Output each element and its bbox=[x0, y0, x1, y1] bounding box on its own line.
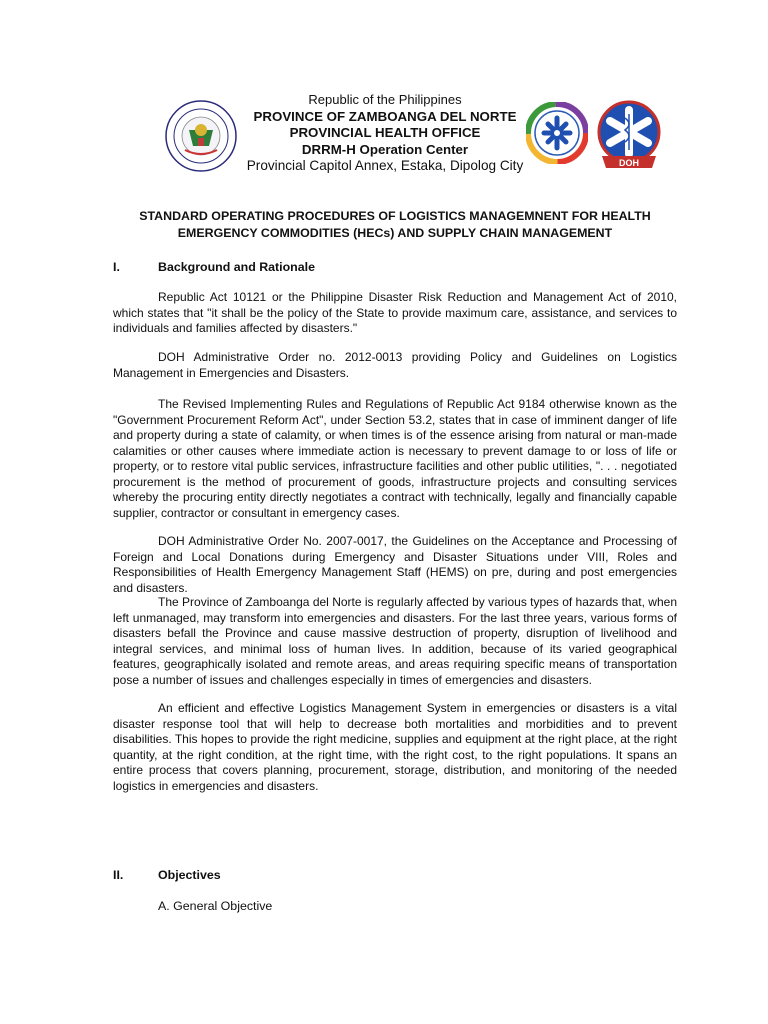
paragraph-2: DOH Administrative Order no. 2012-0013 providing Policy and Guidelines on Logistics Management in Emergencies and Disasters. bbox=[113, 350, 677, 380]
office-address: Provincial Capitol Annex, Estaka, Dipolog City bbox=[246, 158, 524, 173]
emergency-ring-logo bbox=[526, 102, 588, 164]
title-line-2: EMERGENCY COMMODITIES (HECs) AND SUPPLY CHAIN MANAGEMENT bbox=[177, 226, 613, 240]
document-title bbox=[113, 208, 677, 242]
republic-line: Republic of the Philippines bbox=[308, 92, 462, 107]
doh-logo-text: DOH bbox=[619, 158, 639, 168]
section-1-title: Background and Rationale bbox=[158, 260, 315, 274]
section-1-heading bbox=[113, 260, 315, 274]
section-2-number: II. bbox=[113, 868, 124, 882]
province-seal-logo bbox=[165, 100, 237, 172]
letterhead-text bbox=[245, 92, 525, 175]
paragraph-4: DOH Administrative Order No. 2007-0017, the Guidelines on the Acceptance and Processing of Foreign and Local Donations during Emergency and Disaster Situations under VIII, Roles and Responsibilities of Health Emergency Management Staff (HEMS) on pre, during and post emergencies and disasters. bbox=[113, 534, 677, 595]
doh-star-of-life-logo bbox=[594, 100, 664, 172]
office-name: PROVINCIAL HEALTH OFFICE bbox=[289, 125, 481, 140]
paragraph-6: An efficient and effective Logistics Management System in emergencies or disasters is a vital disaster response tool that will help to decrease both mortalities and morbidities and to prevent disabilities. This hopes to provide the right medicine, supplies and equipment at the right place, at the right quantity, at the right condition, at the right time, with the right cost, to the right populations. It spans an entire process that covers planning, procurement, storage, distribution, and monitoring of the needed logistics in emergencies and disasters. bbox=[113, 701, 677, 793]
paragraph-1: Republic Act 10121 or the Philippine Disaster Risk Reduction and Management Act of 2010, which states that "it shall be the policy of the State to provide maximum care, assistance, and services to individuals and families affected by disasters." bbox=[113, 290, 677, 335]
section-2-heading bbox=[113, 868, 221, 882]
province-name: PROVINCE OF ZAMBOANGA DEL NORTE bbox=[253, 108, 517, 124]
section-2-title: Objectives bbox=[158, 868, 221, 882]
paragraph-3: The Revised Implementing Rules and Regulations of Republic Act 9184 otherwise known as the "Government Procurement Reform Act", under Section 53.2, states that in case of imminent danger of life and property during a state of calamity, or when times is of the essence arising from natural or man-made calamities or other causes where immediate action is necessary to prevent damage to or loss of life or property, or to restore vital public services, infrastructure facilities and other public utilities, ". . . negotiated procurement is the method of procurement of goods, infrastructure projects and consulting services whereby the procuring entity directly negotiates a contract with technically, legally and financially capable supplier, contractor or consultant in emergency cases. bbox=[113, 397, 677, 520]
operation-center-name: DRRM-H Operation Center bbox=[301, 141, 469, 157]
section-1-number: I. bbox=[113, 260, 120, 274]
general-objective-heading: A. General Objective bbox=[158, 899, 273, 913]
paragraph-5: The Province of Zamboanga del Norte is regularly affected by various types of hazards that, when left unmanaged, may transform into emergencies and disasters. For the last three years, various forms of disasters befall the Province and cause massive destruction of property, disruption of livelihood and integral services, and minimal loss of human lives. In addition, because of its varied geographical features, geographically isolated and remote areas, and areas requiring specific means of transportation pose a number of issues and challenges especially in times of emergencies and disasters. bbox=[113, 595, 677, 687]
title-line-1: STANDARD OPERATING PROCEDURES OF LOGISTICS MANAGEMNENT FOR HEALTH bbox=[139, 209, 651, 223]
letterhead-header bbox=[150, 92, 670, 182]
